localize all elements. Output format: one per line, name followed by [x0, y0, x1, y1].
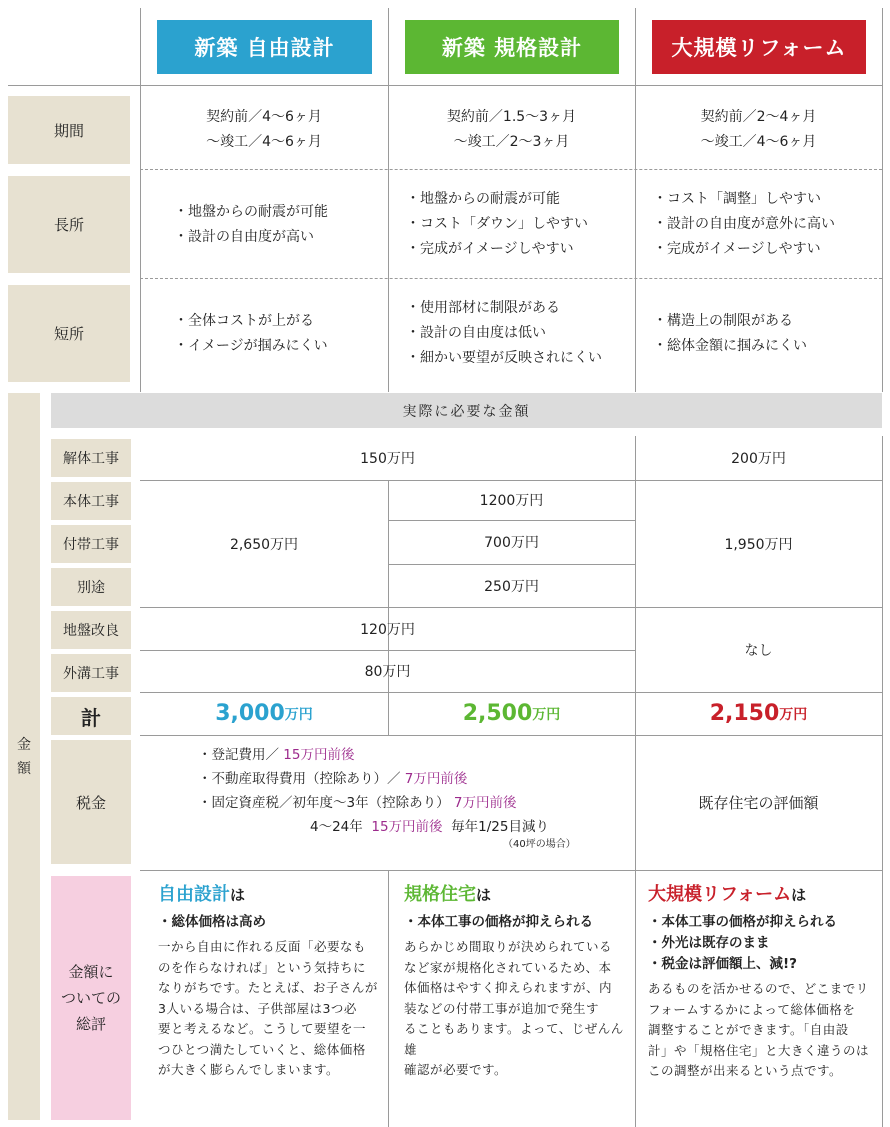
- std-separate-value: 250万円: [484, 578, 539, 595]
- tax-label: 税金: [51, 740, 131, 864]
- exterior-value: 80万円: [364, 664, 411, 680]
- period-reform: 契約前／2〜4ヶ月 〜竣工／4〜6ヶ月: [700, 109, 817, 150]
- std-body-value: 1200万円: [479, 493, 544, 509]
- merits-reform: ・コスト「調整」しやすい ・設計の自由度が意外に高い ・完成がイメージしやすい: [653, 191, 835, 257]
- merits-standard: ・地盤からの耐震が可能 ・コスト「ダウン」しやすい ・完成がイメージしやすい: [406, 191, 588, 257]
- summary-free: 自由設計は ・総体価格は高め 一から自由に作れる反面「必要なも のを作らなければ」という気持ちに なりがちです。たとえば、お子さんが 3人いる場合は、子供部屋は3つ必 要と考えるなど。こうして要望を一 つひとつ満たしていくと、総体価格 が大きく膨らんでしまいます。: [158, 884, 378, 1077]
- amount-row-demolition: 解体工事: [51, 439, 131, 477]
- total-standard: 2,500 万円: [462, 701, 561, 726]
- amount-row-body: 本体工事: [51, 482, 131, 520]
- header-large-reform: 大規模リフォーム: [652, 20, 866, 74]
- total-reform: 2,150 万円: [709, 701, 808, 726]
- amount-row-ground: 地盤改良: [51, 611, 131, 649]
- amount-banner: 実際に必要な金額: [51, 393, 882, 428]
- reform-none-value: なし: [744, 642, 773, 659]
- demerits-standard: ・使用部材に制限がある ・設計の自由度は低い ・細かい要望が反映されにくい: [406, 300, 602, 366]
- summary-standard: 規格住宅は ・本体工事の価格が抑えられる あらかじめ間取りが決められている など家が規格化されているため、本 体価格はやすく抑えられますが、内 装などの付帯工事が追加で発生す ることもあります。よって、じぜんん雄 確認が必要です。: [404, 884, 624, 1077]
- demolition-new-value: 150万円: [360, 451, 415, 467]
- period-standard: 契約前／1.5〜3ヶ月 〜竣工／2〜3ヶ月: [446, 109, 577, 150]
- free-body-value: 2,650万円: [229, 536, 299, 553]
- tax-reform: 既存住宅の評価額: [698, 794, 819, 812]
- total-free: 3,000 万円: [215, 701, 313, 726]
- demerits-free: ・全体コストが上がる ・イメージが掴みにくい: [174, 312, 328, 354]
- std-incidental-value: 700万円: [484, 535, 539, 551]
- total-label: 計: [51, 697, 131, 735]
- header-standard-design: 新築 規格設計: [405, 20, 619, 74]
- tax-detail-new: ・登記費用／ 15万円前後 ・不動産取得費用（控除あり）／ 7万円前後 ・固定資産税／初年度〜3年（控除あり） 7万円前後 4〜24年 15万円前後 毎年1/25目減り （40坪の場合）: [198, 747, 576, 850]
- merits-free: ・地盤からの耐震が可能 ・設計の自由度が高い: [174, 203, 328, 245]
- ground-value: 120万円: [360, 621, 415, 638]
- row-label-period: 期間: [8, 96, 130, 164]
- reform-body-value: 1,950万円: [724, 536, 793, 553]
- demolition-reform-value: 200万円: [731, 451, 786, 467]
- demerits-reform: ・構造上の制限がある ・総体金額に掴みにくい: [653, 312, 807, 354]
- amount-side-label: 金 額: [8, 393, 40, 1120]
- summary-label: 金額に ついての 総評: [51, 876, 131, 1120]
- row-label-merits: 長所: [8, 176, 130, 273]
- amount-row-separate: 別途: [51, 568, 131, 606]
- summary-reform: 大規模リフォームは ・本体工事の価格が抑えられる ・外光は既存のまま ・税金は評価額上、減!? あるものを活かせるので、どこまでリ フォームするかによって総体価格を 調整することができます。「自由設 計」や「規格住宅」と大きく違うのは この調整が出来るという点です。: [648, 884, 870, 1078]
- header-free-design: 新築 自由設計: [157, 20, 372, 74]
- period-free: 契約前／4〜6ヶ月 〜竣工／4〜6ヶ月: [206, 109, 322, 150]
- amount-row-incidental: 付帯工事: [51, 525, 131, 563]
- amount-row-exterior: 外溝工事: [51, 654, 131, 692]
- row-label-demerits: 短所: [8, 285, 130, 382]
